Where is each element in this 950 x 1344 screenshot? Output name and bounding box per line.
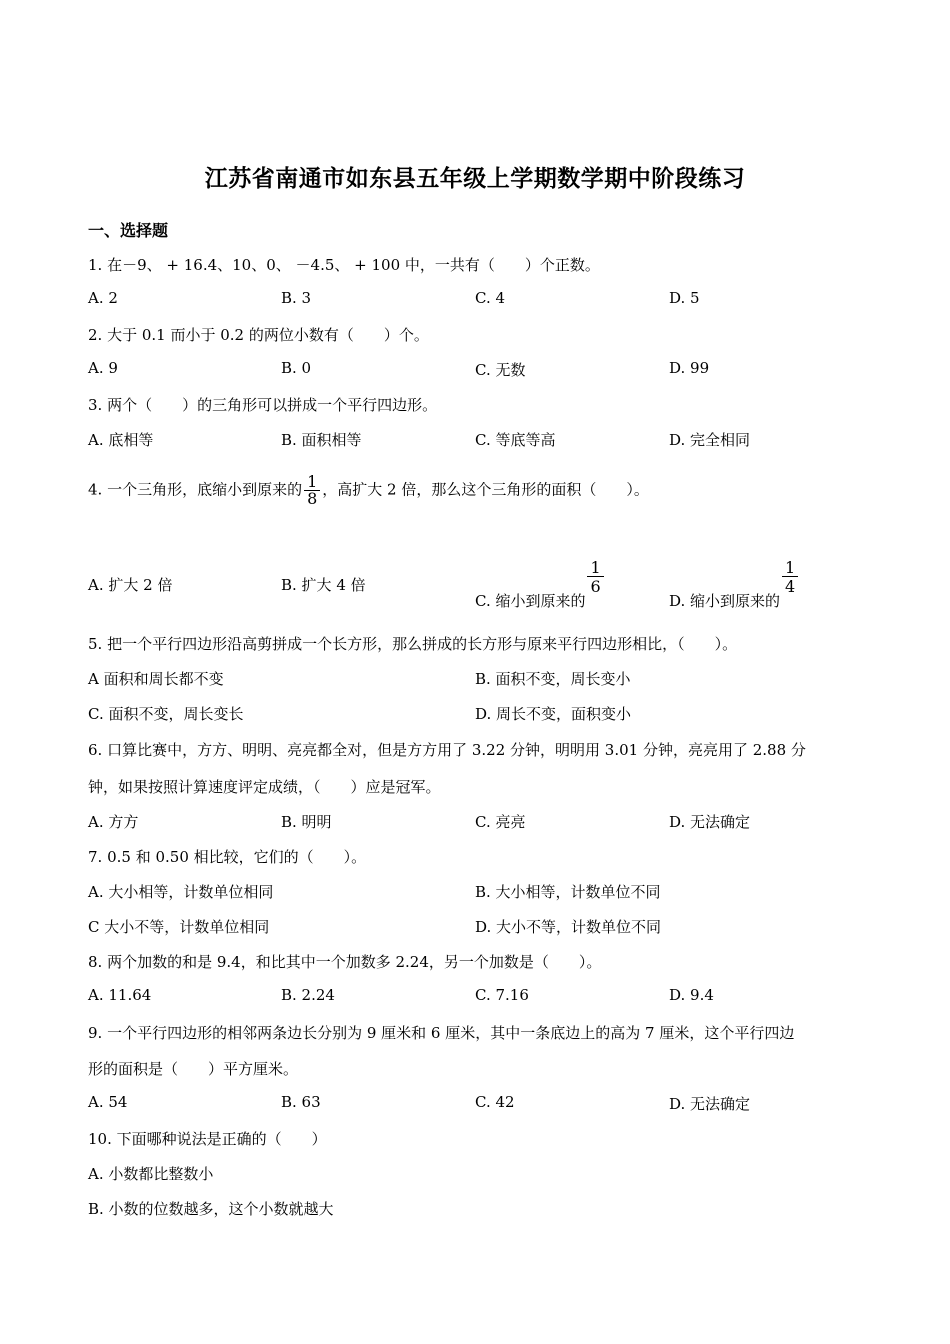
q7-option-a: A. 大小相等，计数单位相同 [88,883,274,901]
q9-option-b: B. 63 [281,1093,321,1111]
q10-option-a: A. 小数都比整数小 [88,1165,214,1183]
q1-option-b: B. 3 [281,289,312,307]
q8-option-b: B. 2.24 [281,986,335,1004]
question-9-stem-line1: 9. 一个平行四边形的相邻两条边长分别为 9 厘米和 6 厘米，其中一条底边上的高为 7 厘米，这个平行四边 [88,1024,795,1042]
q4-fraction [304,474,320,507]
q1-option-a: A. 2 [88,289,118,307]
fraction-denominator: 8 [304,490,320,507]
q4-option-b: B. 扩大 4 倍 [281,576,366,594]
q3-option-a: A. 底相等 [88,431,154,449]
question-5-stem: 5. 把一个平行四边形沿高剪拼成一个长方形，那么拼成的长方形与原来平行四边形相比，（ ）。 [88,635,738,653]
fraction-numerator: 1 [785,558,796,577]
q2-option-a: A. 9 [88,359,118,377]
q4-stem-pre: 4. 一个三角形，底缩小到原来的 [88,480,303,499]
q7-option-c: C 大小不等，计数单位相同 [88,918,270,936]
q2-option-c: C. 无数 [475,361,526,379]
fraction-numerator: 1 [590,558,601,577]
q7-option-b: B. 大小相等，计数单位不同 [475,883,661,901]
q4-option-d-text: D. 缩小到原来的 [669,592,781,610]
question-8-stem: 8. 两个加数的和是 9.4，和比其中一个加数多 2.24，另一个加数是（ ）。 [88,953,602,971]
q4-option-c-fraction [587,560,603,595]
q9-option-d: D. 无法确定 [669,1095,751,1113]
q3-option-b: B. 面积相等 [281,431,362,449]
fraction-numerator: 1 [307,472,318,491]
q4-option-d [669,558,798,611]
q8-option-a: A. 11.64 [88,986,152,1004]
question-1-stem: 1. 在－9、 + 16.4、10、0、 －4.5、 + 100 中，一共有（ ）个正数。 [88,256,600,274]
question-7-stem: 7. 0.5 和 0.50 相比较，它们的（ ）。 [88,848,367,866]
q9-option-c: C. 42 [475,1093,515,1111]
q5-option-c: C. 面积不变，周长变长 [88,705,244,723]
q9-option-a: A. 54 [88,1093,128,1111]
q5-option-d: D. 周长不变，面积变小 [475,705,632,723]
question-2-stem: 2. 大于 0.1 而小于 0.2 的两位小数有（ ）个。 [88,326,429,344]
q6-option-b: B. 明明 [281,813,332,831]
q4-option-c-text: C. 缩小到原来的 [475,592,586,610]
q2-option-b: B. 0 [281,359,312,377]
section-heading: 一、选择题 [88,221,169,240]
q5-option-a: A 面积和周长都不变 [88,670,224,688]
q1-option-c: C. 4 [475,289,506,307]
q8-option-c: C. 7.16 [475,986,529,1004]
q6-option-c: C. 亮亮 [475,813,526,831]
q3-option-c: C. 等底等高 [475,431,556,449]
q6-option-a: A. 方方 [88,813,139,831]
q1-option-d: D. 5 [669,289,700,307]
q5-option-b: B. 面积不变，周长变小 [475,670,631,688]
question-10-stem: 10. 下面哪种说法是正确的（ ） [88,1130,327,1148]
q4-option-a: A. 扩大 2 倍 [88,576,173,594]
q4-stem-post: ，高扩大 2 倍，那么这个三角形的面积（ ）。 [322,480,649,499]
q4-option-d-fraction [782,560,798,595]
question-9-stem-line2: 形的面积是（ ）平方厘米。 [88,1060,299,1078]
question-6-stem-line1: 6. 口算比赛中，方方、明明、亮亮都全对，但是方方用了 3.22 分钟，明明用 3.01 分钟，亮亮用了 2.88 分 [88,741,806,759]
q8-option-d: D. 9.4 [669,986,714,1004]
page-title: 江苏省南通市如东县五年级上学期数学期中阶段练习 [204,165,746,192]
q6-option-d: D. 无法确定 [669,813,751,831]
q2-option-d: D. 99 [669,359,710,377]
q4-option-c [475,558,604,611]
q3-option-d: D. 完全相同 [669,431,751,449]
question-6-stem-line2: 钟，如果按照计算速度评定成绩，（ ）应是冠军。 [88,778,441,796]
q10-option-b: B. 小数的位数越多，这个小数就越大 [88,1200,334,1218]
fraction-denominator: 6 [587,576,603,595]
question-4-stem [88,474,649,507]
fraction-denominator: 4 [782,576,798,595]
question-3-stem: 3. 两个（ ）的三角形可以拼成一个平行四边形。 [88,396,438,414]
q7-option-d: D. 大小不等，计数单位不同 [475,918,662,936]
